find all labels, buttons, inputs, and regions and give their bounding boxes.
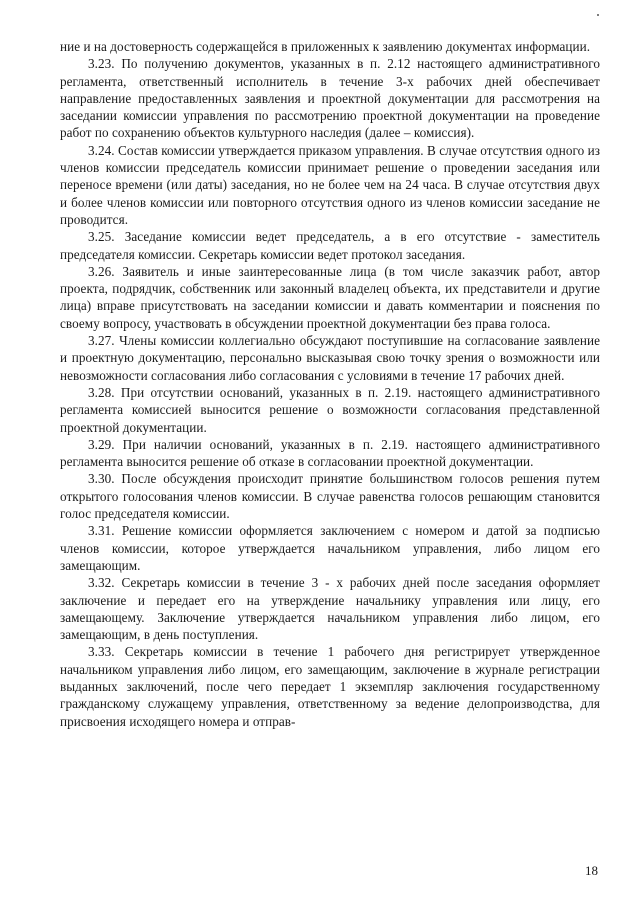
- paragraph-3-29: 3.29. При наличии оснований, указанных в п. 2.19. настоящего административного регламента выносится решение об отказе в согласовании проектной документации.: [60, 436, 600, 470]
- paragraph-3-27: 3.27. Члены комиссии коллегиально обсуждают поступившие на согласование заявление и проектную документацию, персонально высказывая свою точку зрения о возможности или невозможности согласования либо согласования с условиями в течение 17 рабочих дней.: [60, 333, 600, 383]
- page-number: 18: [585, 863, 598, 878]
- paragraph-3-26: 3.26. Заявитель и иные заинтересованные лица (в том числе заказчик работ, автор проекта, подрядчик, собственник или законный владелец объекта, их представители и другие лица) вправе присутствовать на заседании комиссии и давать комментарии и пояснения по своему вопросу, участвовать в обсуждении проектной документации без права голоса.: [60, 263, 600, 331]
- paragraph-3-25: 3.25. Заседание комиссии ведет председатель, а в его отсутствие - заместитель председателя комиссии. Секретарь комиссии ведет протокол заседания.: [60, 229, 600, 262]
- paragraph-3-24: 3.24. Состав комиссии утверждается приказом управления. В случае отсутствия одного из членов комиссии председатель комиссии принимает решение о проведении заседания или переносе времени (или даты) заседания, но не более чем на 24 часа. В случае отсутствия двух и более членов комиссии или повторного отсутствия одного из членов комиссии заседание не проводится.: [60, 142, 600, 227]
- paragraph-continuation: ние и на достоверность содержащейся в приложенных к заявлению документах информации.: [60, 39, 591, 54]
- paragraph-3-31: 3.31. Решение комиссии оформляется заключением с номером и датой за подписью членов комиссии, которое утверждается начальником управления, либо лицом его замещающим.: [60, 523, 600, 573]
- paragraph-3-28: 3.28. При отсутствии оснований, указанных в п. 2.19. настоящего административного регламента комиссией выносится решение о возможности согласования представленной проектной документации.: [60, 384, 600, 435]
- paragraph-3-23: 3.23. По получению документов, указанных в п. 2.12 настоящего административного регламента, ответственный исполнитель в течение 3-х рабочих дней обеспечивает направление предоставленных заявления и проектной документации для рассмотрения на заседании комиссии управления по рассмотрению проектной документации на проведение работ по сохранению объектов культурного наследия (далее – комиссия).: [60, 56, 600, 141]
- paragraph-3-33: 3.33. Секретарь комиссии в течение 1 рабочего дня регистрирует утвержденное начальником управления либо лицом, его замещающим, заключение в журнале регистрации выданных заключений, после чего передает 1 экземпляр заключения государственному гражданскому служащему управления, ответственному за ведение делопроизводства, для присвоения исходящего номера и отправ-: [60, 644, 600, 729]
- scan-speck: [597, 14, 599, 16]
- paragraph-3-32: 3.32. Секретарь комиссии в течение 3 - х рабочих дней после заседания оформляет заключение и передает его на утверждение начальнику управления или лицу, его замещающему. Заключение утверждается начальником управления либо лицом, его замещающим, в день поступления.: [60, 575, 600, 643]
- paragraph-3-30: 3.30. После обсуждения происходит принятие большинством голосов решения путем открытого голосования членов комиссии. В случае равенства голосов решающим становится голос председателя комиссии.: [60, 471, 600, 522]
